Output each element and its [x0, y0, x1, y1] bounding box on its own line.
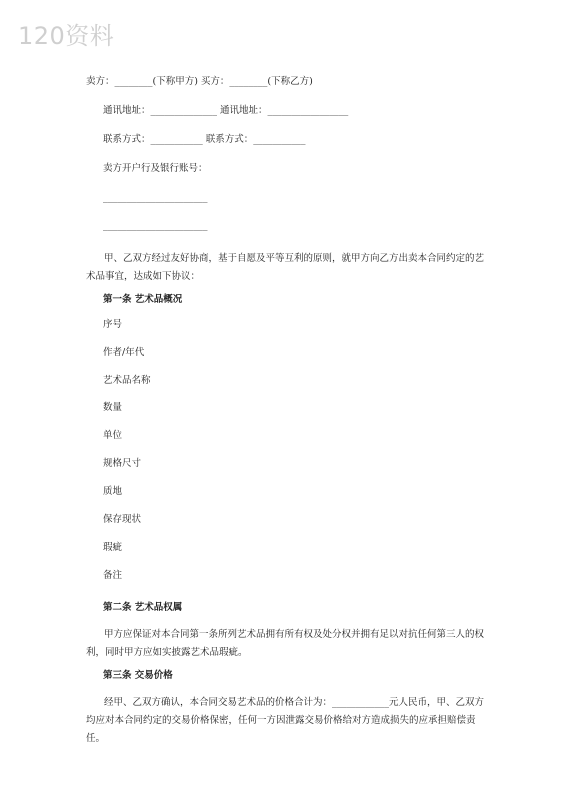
article1-item: 质地	[103, 486, 123, 497]
parties-line: 卖方：________(下称甲方) 买方：________(下称乙方)	[86, 76, 313, 87]
article1-item: 保存现状	[103, 514, 142, 525]
article1-item: 序号	[103, 319, 123, 330]
article3-paragraph: 经甲、乙双方确认，本合同交易艺术品的价格合计为：____________元人民币，甲、乙双方均应对本合同约定的交易价格保密，任何一方因泄露交易价格给对方造成损失的应承担赔偿责任。	[86, 697, 485, 744]
article1-item: 单位	[103, 430, 123, 441]
article1-item: 艺术品名称	[103, 375, 151, 386]
article1-item: 规格尺寸	[103, 458, 142, 469]
article1-item: 瑕疵	[103, 542, 123, 553]
article1-item: 备注	[103, 570, 123, 581]
watermark-logo: 120资料	[18, 22, 115, 50]
intro-paragraph: 甲、乙双方经过友好协商，基于自愿及平等互利的原则，就甲方向乙方出卖本合同约定的艺术品事宜，达成如下协议：	[86, 253, 485, 282]
bank-label: 卖方开户行及银行账号：	[103, 163, 208, 174]
article2-heading: 第二条 艺术品权属	[103, 602, 183, 613]
article3-heading: 第三条 交易价格	[103, 670, 173, 681]
article1-item: 作者/年代	[103, 347, 145, 358]
bank-blank-2: ______________________	[103, 220, 208, 231]
contact-line: 联系方式：___________ 联系方式：___________	[103, 134, 306, 145]
address-line: 通讯地址：______________ 通讯地址：_________________	[103, 105, 349, 116]
bank-blank-1: ______________________	[103, 192, 208, 203]
article1-item: 数量	[103, 402, 123, 413]
article2-paragraph: 甲方应保证对本合同第一条所列艺术品拥有所有权及处分权并拥有足以对抗任何第三人的权利，同时甲方应如实披露艺术品瑕疵。	[86, 629, 485, 658]
article1-heading: 第一条 艺术品概况	[103, 294, 183, 305]
